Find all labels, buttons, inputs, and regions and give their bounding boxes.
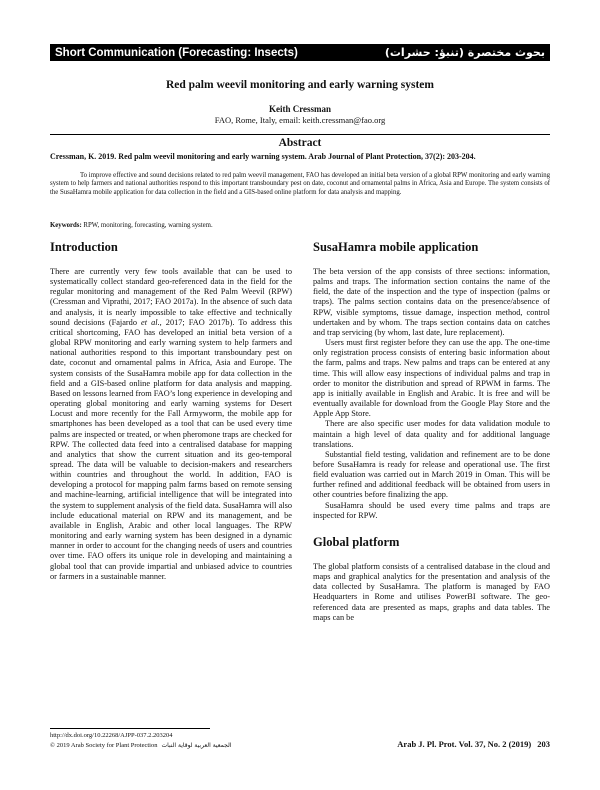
journal-citation: Arab J. Pl. Prot. Vol. 37, No. 2 (2019): [397, 739, 532, 749]
keywords-list: RPW, monitoring, forecasting, warning system.: [81, 222, 213, 229]
left-column: [50, 236, 292, 582]
footnote-divider: [50, 728, 210, 729]
keywords-line: [50, 222, 550, 230]
introduction-paragraph: [50, 267, 292, 582]
app-paragraph-2: Users must first register before they can use the app. The one-time only registration process consists of entering basic information about the farm, palms and traps. New palms and traps can be entered at any time. This will allow easy inspections of individual palms and trap in order to monitor the distribution and spread of RPWM in farms. The app is initially available in English and Arabic. It is free and will be eventually available for download from the Google Play Store and the Apple App Store.: [313, 338, 550, 419]
app-section-heading: SusaHamra mobile application: [313, 240, 479, 254]
right-column: [313, 236, 550, 623]
page-number: 203: [537, 739, 550, 749]
article-title: Red palm weevil monitoring and early warning system: [165, 79, 434, 91]
platform-paragraph-1: The global platform consists of a centralised database in the cloud and maps and graphical analytics for the presentation and analysis of the data collected by SusaHamra. The platform is managed by FAO Headquarters in Rome and utilises PowerBI software. The geo-referenced data are presented as maps, graphs and data tables. The maps can be: [313, 561, 550, 622]
copyright-arabic: الجمعية العربية لوقاية النبات: [161, 742, 232, 749]
author-affiliation: FAO, Rome, Italy, email: keith.cressman@fao.org: [214, 115, 386, 125]
doi-link[interactable]: http://dx.doi.org/10.22268/AJPP-037.2.203204: [50, 732, 173, 739]
keywords-label: Keywords:: [50, 222, 82, 229]
section-label-arabic: بحوث مختصرة (تنبؤ: حشرات): [384, 46, 545, 59]
abstract-citation: Cressman, K. 2019. Red palm weevil monitoring and early warning system. Arab Journal of Plant Protection, 37(2): 203-204.: [50, 152, 476, 161]
abstract-heading: Abstract: [278, 137, 322, 149]
copyright-text: © 2019 Arab Society for Plant Protection: [50, 742, 158, 749]
platform-section-heading: Global platform: [313, 534, 400, 549]
section-label-english: Short Communication (Forecasting: Insects): [55, 46, 298, 59]
section-banner: [50, 44, 550, 61]
abstract-divider: [50, 134, 550, 135]
intro-text-italic: et al.: [141, 317, 160, 327]
abstract-body: To improve effective and sound decisions related to red palm weevil management, FAO has developed an initial beta version of a global RPW monitoring and early warning system to help farmers and national authorities respond to this important transboundary pest on date, coconut and ornamental palms in Africa, Asia and Europe. The system consists of the SusaHamra mobile application for data collection in the field and a GIS-based online platform for data analysis and mapping.: [50, 172, 550, 196]
journal-footer: [397, 739, 550, 749]
app-paragraph-5: SusaHamra should be used every time palms and traps are inspected for RPW.: [313, 500, 550, 520]
copyright-line: [50, 742, 231, 749]
app-paragraph-3: There are also specific user modes for data validation module to maintain a high level of data quality and for additional language translations.: [313, 419, 550, 449]
intro-text-a: There are currently very few tools available that can be used to systematically collect standard geo-referenced data in the field for the regular monitoring and management of the Red Palm Weevil (RPW) (Cressman and Viprathi, 2017; FAO 2017a). In the absence of such data and analysis, it is nearly impossible to take effective and technically sound decisions (Fajardo: [50, 267, 292, 327]
app-paragraph-4: Substantial field testing, validation and refinement are to be done before SusaHamra is ready for release and operational use. The first field evaluation was carried out in March 2019 in Oman. This will be further refined and additional feedback will be obtained from users in other countries before finalizing the app.: [313, 449, 550, 500]
author-name: Keith Cressman: [268, 104, 332, 114]
intro-text-b: , 2017; FAO 2017b). To address this critical shortcoming, FAO has developed an initial beta version of a global RPW monitoring and early warning system to help farmers and national authorities respond to this important transboundary pest on date, coconut and ornamental palms in Africa, Asia and Europe. The system consists of the SusaHamra mobile app for data collection in the field and a GIS-based online platform for data analysis and mapping. Based on lessons learned from FAO’s long experience in developing and operating global monitoring and early warning systems for Desert Locust and more recently for the Fall Armyworm, the mobile app for smartphones has been developed as a tool that can be used every time palms are inspected or treated, or when pheromone traps are checked for RPW. The collected data feed into a centralised database for mapping and analytics that show the current situation and its geo-temporal spread. The data will be valuable to decision-makers and researchers within countries and throughout the world. In addition, FAO is developing a protocol for mapping palm farms based on remote sensing and machine-learning, artificial intelligence that will be integrated into the system to supplement analysis of the field data. SusaHamra will also include educational material on RPW and its management, and be available in English, Arabic and other local languages. The RPW monitoring and early warning system has been designed in a dynamic manner in order to account for the changing needs of users and countries over time. FAO offers its unique role in developing and maintaining a global tool that can provide impartial and unbiased advice to countries or farmers in a sustainable manner.: [50, 317, 292, 581]
introduction-heading: Introduction: [50, 240, 118, 254]
app-paragraph-1: The beta version of the app consists of three sections: information, palms and traps. The information section contains the name of the field, the date of the inspection and the type of inspection (palms or traps). The palms section contains data on the presence/absence of RPW, visible symptoms, tissue damage, inspection method, control undertaken and by whom. The traps section contains data on catches and trap servicing (by whom, last date, lure replacement).: [313, 267, 550, 337]
